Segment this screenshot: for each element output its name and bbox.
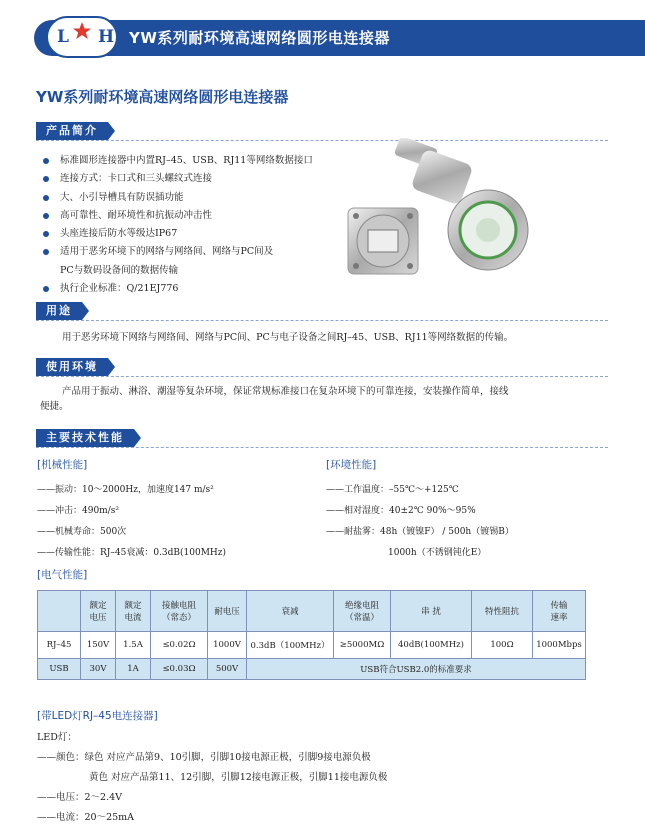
list-item: PC与数码设备间的数据传输	[60, 264, 179, 276]
spec-line: ——传输性能：RJ–45衰减：0.3dB(100MHz)	[37, 548, 227, 558]
table-cell: 100Ω	[472, 632, 533, 659]
table-cell: ≥5000MΩ	[334, 632, 391, 659]
list-item: 适用于恶劣环境下的网络与网络间、网络与PC间及	[40, 243, 313, 261]
table-header: 绝缘电阻 （常温）	[334, 591, 391, 632]
spec-line: ——振动：10～2000Hz，加速度147 m/s²	[37, 485, 214, 495]
list-item: 高可靠性、耐环境性和抗振动冲击性	[40, 207, 313, 225]
spec-line: ——耐盐雾：48h（镀镍F） / 500h（镀锡B）	[326, 527, 514, 537]
electrical-table	[37, 590, 586, 680]
header-title: YW系列耐环境高速网络圆形电连接器	[129, 29, 390, 47]
table-cell: 1000V	[208, 632, 247, 659]
intro-list	[40, 152, 313, 298]
environment-line-1: 产品用于振动、淋浴、潮湿等复杂环境，保证常规标准接口在复杂环境下的可靠连接，安装操作简单，接线	[62, 386, 509, 397]
table-cell: ≤0.02Ω	[151, 632, 208, 659]
env-title: [环境性能]	[326, 459, 377, 471]
table-header-row	[38, 591, 586, 632]
table-cell: 500V	[208, 659, 247, 680]
spec-line: ——电流：20～25mA	[37, 812, 135, 823]
section-tech-heading: 主要技术性能	[36, 429, 134, 447]
spec-line: ——相对湿度：40±2℃ 90%～95%	[326, 506, 476, 516]
table-header: 接触电阻 （常态）	[151, 591, 208, 632]
list-item: 大、小引导槽具有防误插功能	[40, 189, 313, 207]
logo-letter-l: L	[57, 27, 69, 47]
company-logo	[46, 16, 118, 58]
star-icon	[72, 21, 92, 41]
table-cell: 0.3dB（100MHz）	[247, 632, 334, 659]
spec-line: ——机械寿命：500次	[37, 527, 127, 537]
product-photo	[338, 138, 568, 280]
spec-line: 1000h（不锈钢钝化E）	[388, 548, 487, 558]
section-usage-heading: 用途	[36, 302, 82, 320]
spec-line: LED灯：	[37, 732, 77, 743]
spec-line: 黄色 对应产品第11、12引脚，引脚12接电源正极，引脚11接电源负极	[89, 772, 388, 783]
divider	[36, 376, 608, 377]
divider	[36, 320, 608, 321]
list-item: 头座连接后防水等级达IP67	[40, 225, 313, 243]
table-cell: 1A	[116, 659, 151, 680]
table-cell: 150V	[81, 632, 116, 659]
logo-letter-h: H	[98, 27, 115, 47]
list-item: 标准圆形连接器中内置RJ–45、USB、RJ11等网络数据接口	[40, 152, 313, 170]
table-row	[38, 659, 586, 680]
table-header: 额定 电压	[81, 591, 116, 632]
led-specs	[37, 728, 387, 828]
table-header: 衰减	[247, 591, 334, 632]
table-header: 特性阻抗	[472, 591, 533, 632]
list-item: 连接方式：卡口式和三头螺纹式连接	[40, 170, 313, 188]
usage-text: 用于恶劣环境下网络与网络间、网络与PC间、PC与电子设备之间RJ–45、USB、RJ11等网络数据的传输。	[62, 332, 514, 343]
table-header	[38, 591, 81, 632]
mech-specs	[37, 480, 226, 564]
spec-line: ——颜色：绿色 对应产品第9、10引脚，引脚10接电源正极，引脚9接电源负极	[37, 752, 371, 763]
elec-title: [电气性能]	[37, 569, 88, 581]
divider	[36, 447, 608, 448]
table-header: 额定 电流	[116, 591, 151, 632]
table-header: 传输 速率	[533, 591, 586, 632]
table-cell: 1.5A	[116, 632, 151, 659]
header-banner	[0, 0, 645, 68]
env-specs	[326, 480, 514, 564]
mech-title: [机械性能]	[37, 459, 88, 471]
section-intro-heading: 产品简介	[36, 122, 108, 140]
spec-line: ——工作温度：–55℃～+125℃	[326, 485, 459, 495]
led-title: [带LED灯RJ–45电连接器]	[37, 710, 158, 722]
section-environment-heading: 使用环境	[36, 358, 108, 376]
table-cell: ≤0.03Ω	[151, 659, 208, 680]
table-row	[38, 632, 586, 659]
page-title: YW系列耐环境高速网络圆形电连接器	[36, 88, 289, 106]
table-cell: 40dB(100MHz)	[391, 632, 472, 659]
table-cell: 1000Mbps	[533, 632, 586, 659]
spec-line: ——电压：2～2.4V	[37, 792, 123, 803]
table-header: 串 扰	[391, 591, 472, 632]
environment-line-2: 便捷。	[40, 401, 69, 412]
table-cell: USB符合USB2.0的标准要求	[247, 659, 586, 680]
table-header: 耐电压	[208, 591, 247, 632]
table-cell: RJ–45	[38, 632, 81, 659]
table-cell: USB	[38, 659, 81, 680]
list-item: 执行企业标准：Q/21EJ776	[40, 280, 313, 298]
table-cell: 30V	[81, 659, 116, 680]
spec-line: ——冲击：490m/s²	[37, 506, 119, 516]
